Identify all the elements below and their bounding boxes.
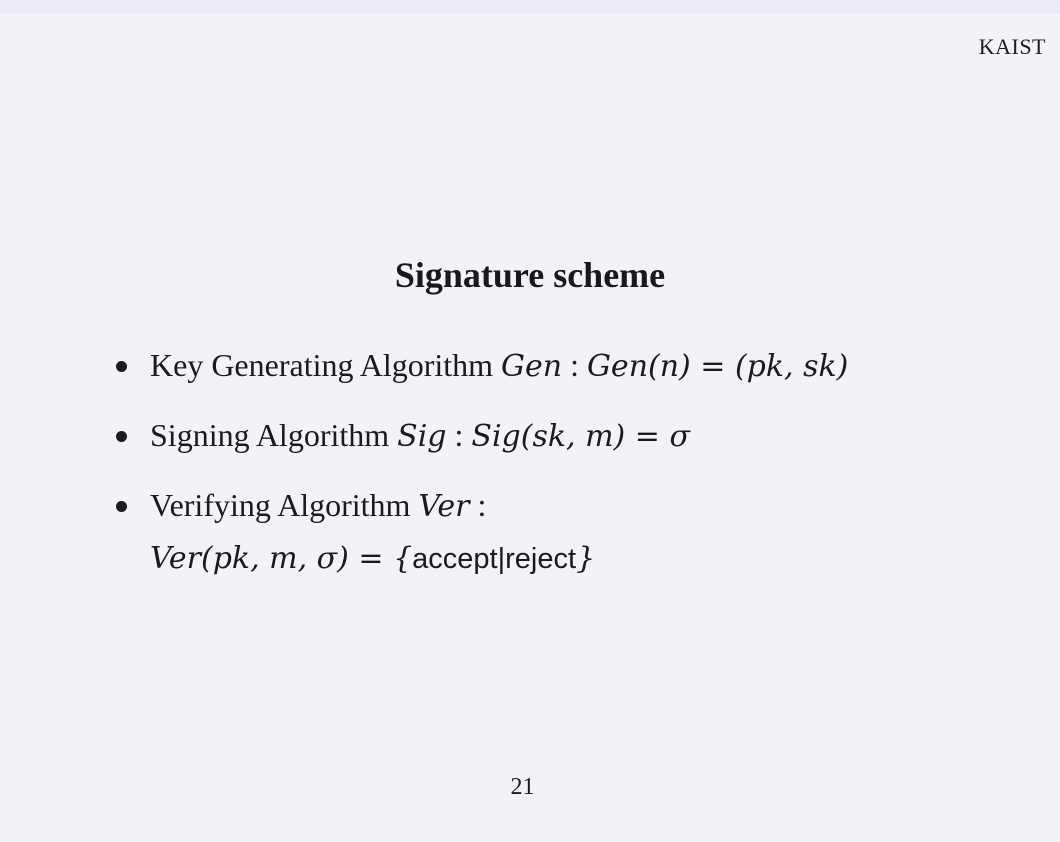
formula-rhs: } [576,541,596,576]
institution-label: KAIST [978,34,1046,59]
bullet-dot-icon [116,431,127,442]
separator: : [454,417,464,453]
bullet-item-sig [112,410,972,462]
page-number: 21 [510,774,535,800]
top-edge [0,0,1060,14]
formula: Gen(n) = (pk, sk) [586,349,849,384]
algorithm-symbol: Gen [501,349,563,384]
slide-title: Signature scheme [394,255,666,295]
formula: Sig(sk, m) = σ [471,419,690,454]
formula-set: accept|reject [412,543,577,575]
bullet-item-ver [112,480,972,584]
bullet-label: Key Generating Algorithm [150,347,494,383]
bullet-list [112,340,972,602]
separator: : [570,347,579,383]
formula-lhs: Ver(pk, m, σ) = { [150,541,413,576]
bullet-dot-icon [116,501,127,512]
bullet-label: Signing Algorithm [150,417,390,453]
algorithm-symbol: Sig [397,419,447,454]
bullet-item-gen [112,340,972,392]
bullet-label: Verifying Algorithm [150,487,411,523]
separator: : [477,487,487,523]
algorithm-symbol: Ver [418,489,470,524]
bullet-dot-icon [116,361,127,372]
